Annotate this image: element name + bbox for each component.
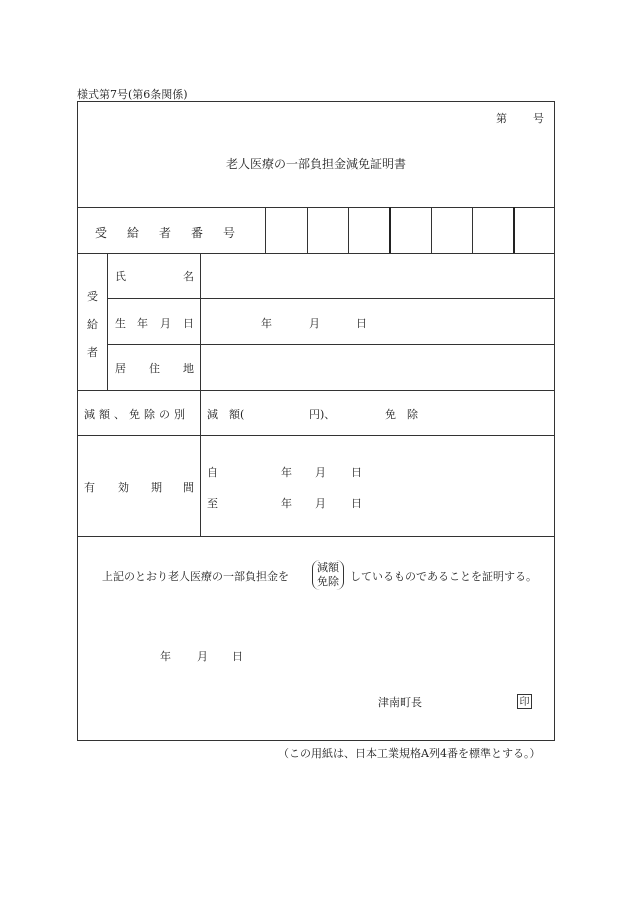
recipient-label-2: 給 xyxy=(87,318,98,331)
go-label: 号 xyxy=(533,112,544,125)
address-label-1: 居 xyxy=(115,362,126,375)
validity-label-3: 期 xyxy=(151,481,162,494)
name-label-2: 名 xyxy=(183,270,194,283)
divider xyxy=(77,536,555,537)
choice-menjo: 免除 xyxy=(317,575,339,588)
from-month-unit: 月 xyxy=(315,466,326,479)
to-month-unit: 月 xyxy=(315,497,326,510)
birth-month-unit: 月 xyxy=(309,317,320,330)
recipient-label-1: 受 xyxy=(87,290,98,303)
issuer-label: 津南町長 xyxy=(378,696,422,709)
birth-label-4: 日 xyxy=(183,317,194,330)
document-title: 老人医療の一部負担金減免証明書 xyxy=(226,157,407,171)
cert-day-unit: 日 xyxy=(232,650,243,663)
certification-text-before: 上記のとおり老人医療の一部負担金を xyxy=(102,570,289,583)
name-label-1: 氏 xyxy=(115,270,126,283)
menjo-label: 免 除 xyxy=(385,408,418,421)
birth-label-1: 生 xyxy=(115,317,126,330)
birth-day-unit: 日 xyxy=(356,317,367,330)
divider xyxy=(265,207,266,253)
to-day-unit: 日 xyxy=(351,497,362,510)
validity-label-2: 効 xyxy=(118,481,129,494)
divider xyxy=(77,390,555,391)
reduction-choice-bracket xyxy=(312,560,344,590)
cert-year-unit: 年 xyxy=(160,650,171,663)
divider xyxy=(348,207,349,253)
divider xyxy=(77,207,555,208)
divider xyxy=(107,253,108,390)
footnote: （この用紙は、日本工業規格A列4番を標準とする。） xyxy=(278,747,541,760)
divider xyxy=(472,207,473,253)
divider xyxy=(107,344,555,345)
recipient-label-3: 者 xyxy=(87,346,98,359)
validity-from: 自 xyxy=(207,466,218,479)
divider xyxy=(389,207,391,253)
validity-label-1: 有 xyxy=(84,481,95,494)
divider xyxy=(200,253,201,536)
reduction-label: 減額、免除の別 xyxy=(84,408,189,421)
form-number: 様式第7号(第6条関係) xyxy=(77,88,188,101)
birth-label-3: 月 xyxy=(160,317,171,330)
certification-text-after: しているものであることを証明する。 xyxy=(350,570,537,583)
birth-label-2: 年 xyxy=(137,317,148,330)
from-year-unit: 年 xyxy=(281,466,292,479)
to-year-unit: 年 xyxy=(281,497,292,510)
divider xyxy=(513,207,515,253)
divider xyxy=(307,207,308,253)
divider xyxy=(77,435,555,436)
validity-label-4: 間 xyxy=(183,481,194,494)
divider xyxy=(107,298,555,299)
birth-year-unit: 年 xyxy=(261,317,272,330)
address-label-2: 住 xyxy=(149,362,160,375)
choice-gengaku: 減額 xyxy=(317,561,339,574)
seal-mark: 印 xyxy=(517,694,532,709)
yen-label: 円)、 xyxy=(309,408,336,421)
cert-month-unit: 月 xyxy=(197,650,208,663)
gengaku-label: 減 額( xyxy=(207,408,245,421)
address-label-3: 地 xyxy=(183,362,194,375)
divider xyxy=(431,207,432,253)
dai-label: 第 xyxy=(496,112,507,125)
from-day-unit: 日 xyxy=(351,466,362,479)
recipient-number-label: 受給者番号 xyxy=(95,226,256,240)
validity-to: 至 xyxy=(207,497,218,510)
divider xyxy=(77,253,555,254)
